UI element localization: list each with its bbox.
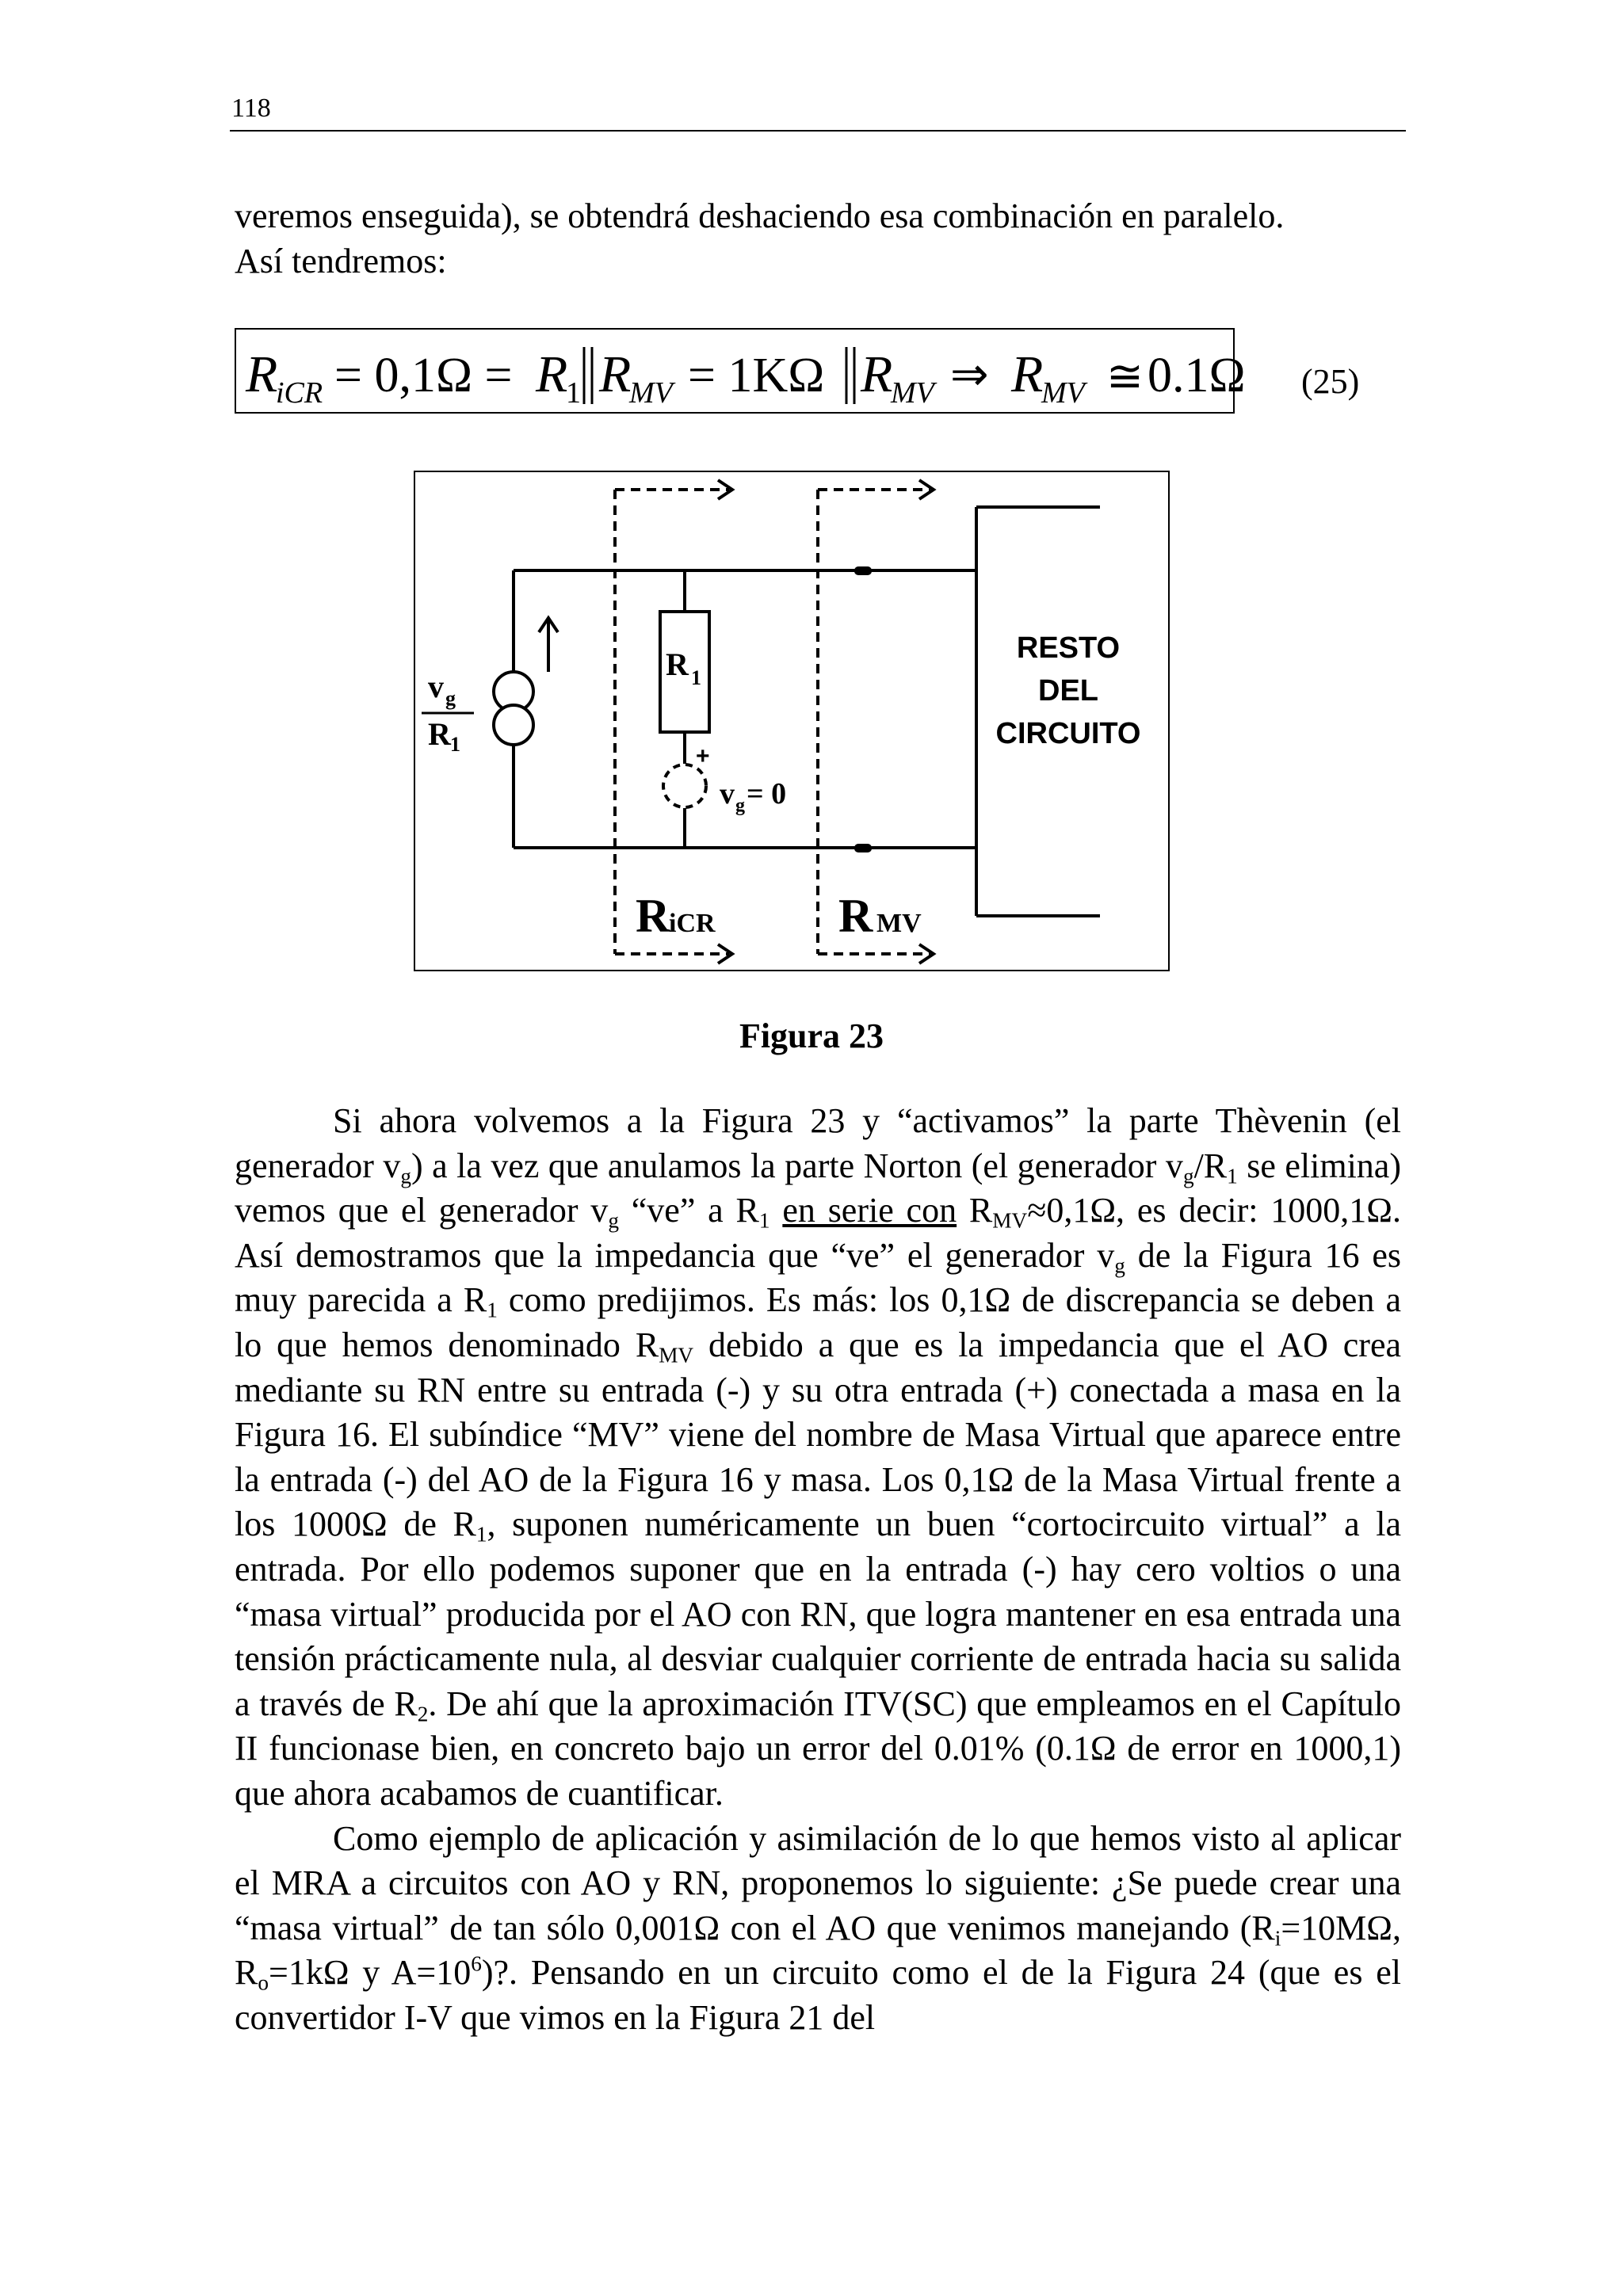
vg-zero-label-eq: = 0 (747, 777, 787, 810)
plus-sign: + (696, 743, 710, 769)
vg-zero-label-sub: g (735, 795, 745, 816)
source-label-top-sub: g (445, 687, 456, 710)
ricr-label-sub: iCR (669, 909, 716, 938)
terminal-bottom (854, 844, 872, 852)
eq-sub-mv-2: MV (891, 376, 934, 410)
intro-line-1: veremos enseguida), se obtendrá deshaciendo esa combinación en paralelo. (235, 196, 1285, 235)
eq-r-mv-1: R (599, 345, 632, 403)
terminal-top (854, 566, 872, 575)
eq-sub-1: 1 (566, 376, 581, 410)
source-label-bottom-sub: 1 (450, 733, 460, 756)
equation-box (235, 328, 1246, 414)
body-paragraph-1: Si ahora volvemos a la Figura 23 y “activamos” la parte Thèvenin (el generador $v_g$) a la vez que anulamos la parte Norton (el generador $v_g/R_1$ se elimina) vemos que el generador $v_g$ “ve” a $R_1$ en serie con $R_{MV}\approx 0,1\Omega$, es decir: 1000,1Ω. Así demostramos que la impedancia que “ve” el generador $v_g$ de la Figura 16 es muy parecida a $R_1$ como predijimos. Es más: los 0,1Ω de discrepancia se deben a lo que hemos denominado $R_{MV}$ debido a que es la impedancia que el AO crea mediante su RN entre su entrada (-) y su otra entrada (+) conectada a masa en la Figura 16. El subíndice “MV” viene del nombre de Masa Virtual que aparece entre la entrada (-) del AO de la Figura 16 y masa. Los 0,1Ω de la Masa Virtual frente a los 1000Ω de $R_1$, suponen numéricamente un buen “cortocircuito virtual” a la entrada. Por ello podemos suponer que en la entrada (-) hay cero voltios o una “masa virtual” producida por el AO con RN, que logra mantener en esa entrada una tensión prácticamente nula, al desviar cualquier corriente de entrada hacia su salida a través de $R_2$. De ahí que la aproximación ITV(SC) que empleamos en el Capítulo II funcionase bien, en concreto bajo un error del 0.01% (0.1Ω de error en 1000,1) que ahora acabamos de cuantificar. (235, 1101, 1402, 1813)
eq-r1: R (536, 345, 568, 403)
resistor-label-sub: 1 (691, 666, 701, 689)
vg-zero-label: v (720, 777, 735, 810)
eq-approx: ≅ (1106, 353, 1144, 402)
zeroed-voltage-source (663, 765, 706, 807)
eq-r-mv-2: R (861, 345, 893, 403)
resto-label-3: CIRCUITO (995, 717, 1141, 750)
body-paragraph-2: Como ejemplo de aplicación y asimilación de lo que hemos visto al aplicar el MRA a circuitos con AO y RN, proponemos lo siguiente: ¿Se puede crear una “masa virtual” de tan sólo 0,001Ω con el AO que venimos manejando ($R_i=10M\Omega$, $R_o=1k\Omega$ y $A=10^6$)?. Pensando en un circuito como el de la Figura 24 (que es el convertidor I-V que vimos en la Figura 21 del (235, 1818, 1401, 2037)
intro-paragraph (235, 194, 1401, 284)
arrow-head-ricr-bottom (718, 944, 732, 963)
figure-caption: Figura 23 (739, 1016, 884, 1055)
circuit-figure (414, 471, 1170, 971)
resto-label-1: RESTO (1016, 631, 1121, 665)
resistor-label: R (666, 646, 689, 682)
eq-r-mv-3: R (1011, 345, 1044, 403)
eq-implies: ⇒ (950, 349, 989, 400)
source-label-top: v (428, 669, 444, 704)
header-rule (230, 130, 1406, 132)
ricr-label: R (636, 890, 670, 942)
eq-sub-icr: iCR (276, 376, 323, 410)
rmv-label-sub: MV (876, 909, 922, 938)
equation-svg (235, 328, 1246, 414)
current-source-lower-circle (494, 705, 533, 745)
intro-line-2: Así tendremos: (235, 241, 447, 280)
page-number: 118 (231, 93, 271, 123)
resto-label-2: DEL (1038, 674, 1098, 707)
eq-equals-1: = 0,1Ω = (334, 349, 513, 402)
source-label-bottom: R (428, 716, 451, 752)
underlined-phrase: en serie con (782, 1191, 957, 1230)
equation-number: (25) (1301, 362, 1360, 401)
eq-sub-mv-1: MV (629, 376, 673, 410)
body-text (235, 1099, 1401, 2040)
rmv-label: R (838, 890, 873, 942)
eq-r-icr: R (246, 345, 278, 403)
eq-value: 0.1Ω (1148, 349, 1246, 402)
eq-sub-mv-3: MV (1041, 376, 1085, 410)
arrow-head-ricr-top (718, 480, 732, 499)
eq-equals-2: = 1KΩ (688, 349, 825, 402)
